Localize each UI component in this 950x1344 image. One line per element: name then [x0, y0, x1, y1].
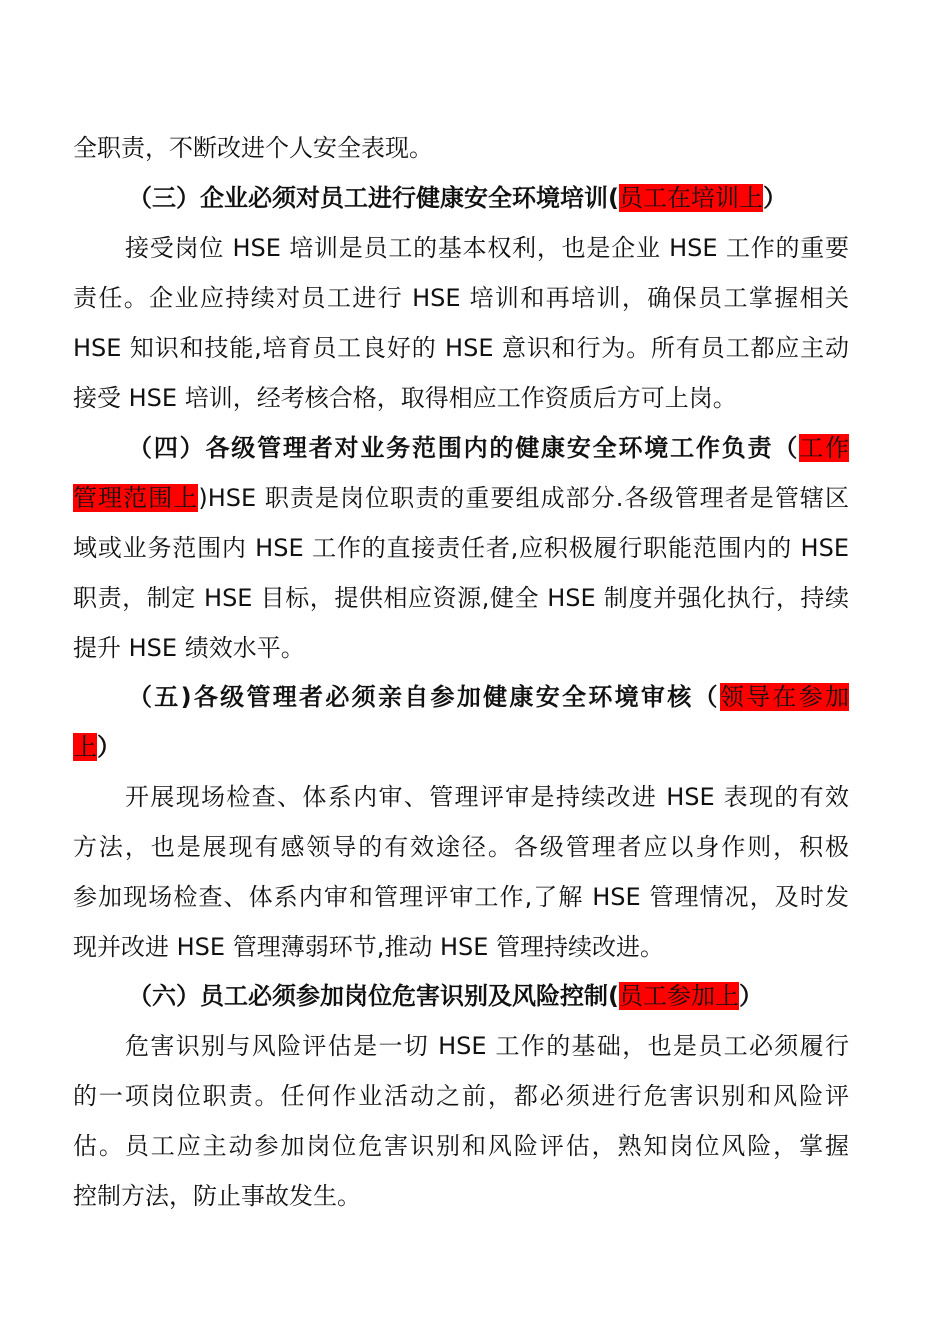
- paragraph-line: [73, 473, 849, 523]
- highlight-annotation: 员工在培训上: [618, 184, 763, 212]
- heading-text: （六）员工必须参加岗位危害识别及风险控制(: [128, 982, 619, 1010]
- heading-text: （四）各级管理者对业务范围内的健康安全环境工作负责（: [128, 434, 800, 462]
- paragraph-line: 提升 HSE 绩效水平。: [73, 634, 305, 662]
- paragraph-line: 控制方法，防止事故发生。: [73, 1182, 361, 1210]
- paragraph-line: 域或业务范围内 HSE 工作的直接责任者,应积极履行职能范围内的 HSE: [73, 534, 849, 562]
- heading-text: ）: [97, 733, 121, 761]
- section-heading-5: [128, 672, 849, 722]
- highlight-annotation: 上: [73, 733, 97, 761]
- paragraph-line: 责任。企业应持续对员工进行 HSE 培训和再培训，确保员工掌握相关: [73, 284, 849, 312]
- paragraph-line: 接受岗位 HSE 培训是员工的基本权利，也是企业 HSE 工作的重要: [125, 234, 849, 262]
- heading-text: ）: [762, 184, 787, 212]
- heading-text: ）: [738, 982, 763, 1010]
- highlight-annotation: 管理范围上: [73, 484, 199, 512]
- paragraph-line: 估。员工应主动参加岗位危害识别和风险评估，熟知岗位风险，掌握: [73, 1132, 849, 1160]
- paragraph-line: 参加现场检查、体系内审和管理评审工作,了解 HSE 管理情况，及时发: [73, 883, 849, 911]
- paragraph-text: )HSE 职责是岗位职责的重要组成部分.各级管理者是管辖区: [198, 484, 849, 512]
- paragraph-line: 方法，也是展现有感领导的有效途径。各级管理者应以身作则，积极: [73, 833, 849, 861]
- paragraph-line: 的一项岗位职责。任何作业活动之前，都必须进行危害识别和风险评: [73, 1082, 849, 1110]
- paragraph-line: 开展现场检查、体系内审、管理评审是持续改进 HSE 表现的有效: [125, 783, 849, 811]
- section-heading-5-continued: [73, 722, 849, 772]
- heading-text: （五)各级管理者必须亲自参加健康安全环境审核（: [128, 683, 720, 711]
- highlight-annotation: 领导在参加: [719, 683, 849, 711]
- paragraph-line: 职责，制定 HSE 目标，提供相应资源,健全 HSE 制度并强化执行，持续: [73, 584, 849, 612]
- paragraph-line: 全职责，不断改进个人安全表现。: [73, 134, 433, 162]
- highlight-annotation: 工作: [799, 434, 849, 462]
- section-heading-6: [128, 971, 849, 1021]
- highlight-annotation: 员工参加上: [618, 982, 739, 1010]
- section-heading-4: [128, 423, 849, 473]
- heading-text: （三）企业必须对员工进行健康安全环境培训(: [128, 184, 619, 212]
- paragraph-line: HSE 知识和技能,培育员工良好的 HSE 意识和行为。所有员工都应主动: [73, 334, 849, 362]
- paragraph-line: 现并改进 HSE 管理薄弱环节,推动 HSE 管理持续改进。: [73, 933, 665, 961]
- paragraph-line: 接受 HSE 培训，经考核合格，取得相应工作资质后方可上岗。: [73, 384, 737, 412]
- section-heading-3: [128, 173, 849, 223]
- paragraph-line: 危害识别与风险评估是一切 HSE 工作的基础，也是员工必须履行: [125, 1032, 849, 1060]
